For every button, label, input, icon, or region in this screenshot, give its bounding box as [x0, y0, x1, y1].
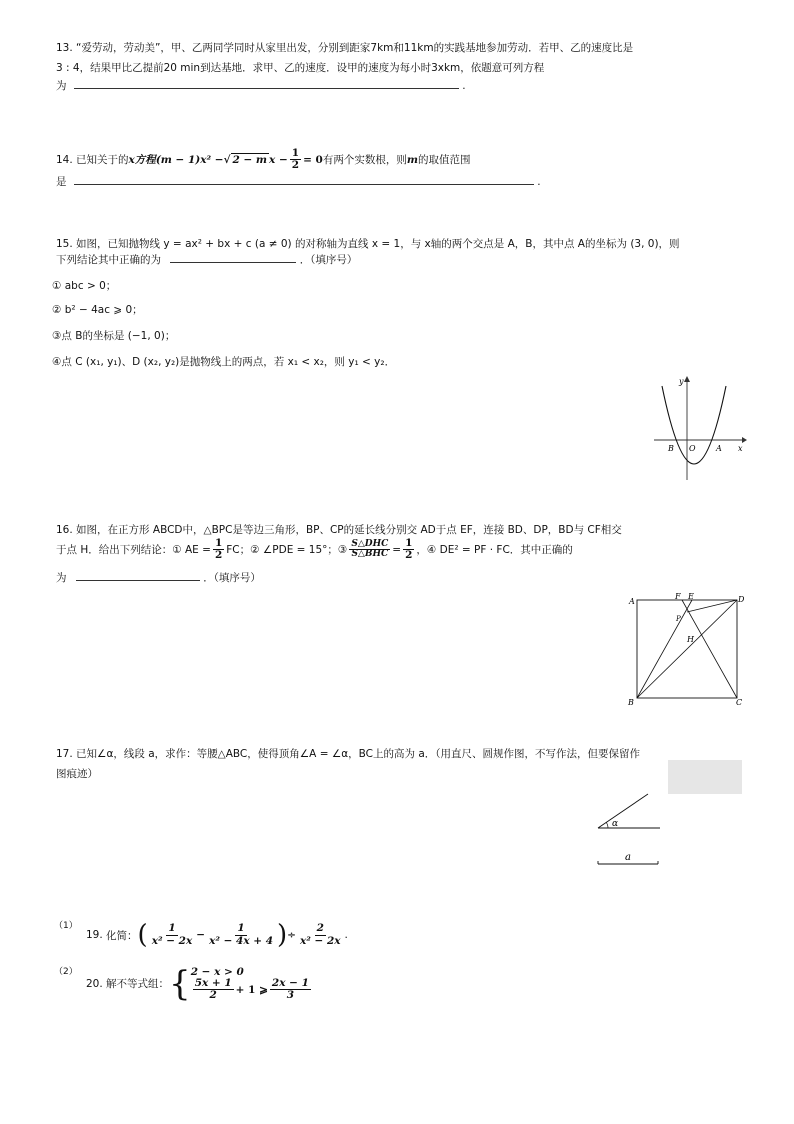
q15-text-2-suffix: ．（填序号） — [299, 254, 358, 266]
q16-text-2b: FC；② ∠PDE = 15°；③ — [226, 544, 348, 557]
q15-option-3: ③点 B的坐标是 (−1, 0)； — [52, 330, 176, 342]
q14-eq-b: x − — [269, 153, 288, 166]
q19-end: . — [344, 929, 348, 941]
q16-text-2d: ，④ DE² = PF · FC．其中正确的 — [416, 544, 573, 557]
fig16-label-p: P — [676, 615, 681, 623]
q19-line: 19. 化简： ( $\frac{1}{\text{x² − 2x}}$ − $\frac{1}{\text{x² − 4x + 4}}$ ) ÷ $\frac{2}{\text{x² − 2x}}$ . — [86, 920, 348, 950]
q14-number: 14. — [56, 153, 73, 166]
q13-answer-line — [56, 78, 466, 93]
q16-text-1: 如图，在正方形 ABCD中，△BPC是等边三角形，BP、CP的延长线分别交 AD于点 EF，连接 BD、DP，BD与 CF相交 — [76, 524, 622, 536]
line-dp — [687, 600, 737, 612]
q14-text-b: x方程 — [128, 154, 156, 167]
q14-sqrt: 2 − m — [232, 154, 268, 167]
line-cf — [682, 600, 737, 698]
q14-answer-suffix: . — [537, 176, 541, 188]
q14-eq-a: (m − 1)x² − — [155, 153, 224, 166]
q14-answer-blank[interactable] — [74, 174, 534, 185]
q16-line1 — [56, 522, 622, 537]
angle-arc — [606, 822, 608, 828]
q15-number: 15. — [56, 238, 73, 250]
q15-answer-blank[interactable] — [170, 252, 296, 263]
fig16-label-a: A — [629, 597, 635, 606]
fig16-label-c: C — [736, 698, 743, 707]
angle-segment-figure — [592, 782, 672, 872]
q15-text-2: 下列结论其中正确的为 — [56, 254, 161, 266]
q13-answer-suffix: . — [462, 80, 466, 92]
q14-answer-prefix: 是 — [56, 176, 67, 188]
q16-answer-suffix: ．（填序号） — [203, 572, 261, 584]
q17-number: 17. — [56, 748, 73, 760]
q20-fraction-2: $\frac{2x - 1}{3}$ — [271, 977, 309, 1002]
q16-answer-line — [56, 570, 261, 585]
y-axis-arrow — [684, 376, 690, 382]
q17-line2: 图痕迹） — [56, 768, 98, 780]
q20-system — [191, 966, 313, 1001]
q19-text: 化简： — [106, 929, 138, 942]
q20-mid: + 1 ⩾ — [235, 983, 268, 996]
q20-brace: { — [169, 963, 191, 1004]
q16-answer-prefix: 为 — [56, 572, 67, 584]
q15-text-1: 如图，已知抛物线 y = ax² + bx + c (a ≠ 0) 的对称轴为直线 x = 1，与 x轴的两个交点是 A，B，其中点 A的坐标为 (3, 0)，则 — [76, 238, 680, 250]
q15-line2 — [56, 252, 357, 267]
q15-option-1: ① abc > 0； — [52, 280, 117, 292]
q19-part-label: （1） — [54, 921, 78, 931]
q15-option-4: ④点 C (x₁, y₁)、D (x₂, y₂)是抛物线上的两点，若 x₁ < x₂，则 y₁ < y₂． — [52, 356, 396, 368]
q16-line2 — [56, 538, 573, 561]
q16-text-2a: 于点 H．给出下列结论：① AE = — [56, 544, 211, 557]
fig15-label-a: A — [716, 444, 722, 453]
x-axis-arrow — [742, 437, 747, 443]
q16-fraction-3: $\frac{1}{2}$ — [405, 537, 413, 562]
fig15-label-y: y — [679, 377, 684, 386]
q16-number: 16. — [56, 524, 73, 536]
q20-inequality-2 — [191, 978, 313, 1001]
q13-number: 13. — [56, 42, 73, 54]
q14-text-d: 的取值范围 — [417, 154, 471, 167]
fig16-label-b: B — [628, 698, 634, 707]
q16-fraction-1: $\frac{1}{2}$ — [214, 537, 223, 562]
q17-text-1: 已知∠α，线段 a，求作：等腰△ABC，使得顶角∠A = ∠α，BC上的高为 a．（用直尺、圆规作图，不写作法，但要保留作 — [76, 748, 641, 760]
q14-fraction: $\frac{1}{2}$ — [291, 147, 300, 172]
fig16-label-d: D — [738, 595, 745, 604]
q13-answer-prefix: 为 — [56, 80, 67, 92]
q19-fraction-3: $\frac{2}{\text{x² − 2x}}$ — [299, 922, 341, 947]
q19-minus: − — [196, 929, 206, 941]
q19-divide: ÷ — [287, 929, 296, 941]
fig15-label-x: x — [738, 444, 743, 453]
q19-fraction-1: $\frac{1}{\text{x² − 2x}}$ — [151, 922, 193, 947]
q14-text-c: 有两个实数根，则 — [322, 154, 407, 167]
segment-a-label: a — [625, 852, 631, 863]
q14-line1: 14. 已知关于的 x方程 (m − 1)x² − √ 2 − m x − $\frac{1}{2}$ = 0 有两个实数根，则 m 的取值范围 — [56, 147, 471, 172]
q14-eq-c: = 0 — [303, 153, 323, 166]
line-be — [637, 600, 692, 698]
fig15-label-b: B — [668, 444, 674, 453]
fig16-label-f: F — [675, 592, 681, 601]
q20-line — [86, 963, 313, 1004]
q13-text-1: “爱劳动，劳动美”，甲、乙两同学同时从家里出发，分别到距家7km和11km的实践基地参加劳动．若甲、乙的速度比是 — [76, 42, 634, 54]
q19-fraction-2: $\frac{1}{\text{x² − 4x + 4}}$ — [209, 922, 274, 947]
q13-answer-blank[interactable] — [74, 78, 459, 89]
q20-part-label: （2） — [54, 967, 78, 977]
fig16-label-e: E — [688, 592, 694, 601]
q16-answer-blank[interactable] — [76, 570, 200, 581]
q17-line1 — [56, 746, 640, 761]
q14-m: m — [406, 153, 418, 166]
alpha-label: α — [612, 819, 619, 829]
fig16-label-h: H — [687, 635, 694, 644]
q15-line1 — [56, 236, 680, 251]
diagonal-bd — [637, 600, 737, 698]
q20-text: 解不等式组： — [106, 978, 170, 991]
q14-answer-line — [56, 174, 541, 189]
q20-fraction-1: $\frac{5x + 1}{2}$ — [194, 977, 232, 1002]
q14-text-a: 已知关于的 — [76, 154, 129, 167]
q16-fraction-2: $\frac{\text{S△DHC}}{\text{S△BHC}}$ — [351, 538, 389, 560]
q15-option-2: ② b² − 4ac ⩾ 0； — [52, 304, 143, 316]
q16-text-2c: = — [392, 543, 402, 556]
fig15-label-o: O — [689, 444, 696, 453]
square-figure — [625, 590, 750, 710]
q20-inequality-1: 2 − x > 0 — [190, 966, 244, 978]
q20-number: 20. — [86, 977, 103, 990]
q19-number: 19. — [86, 929, 103, 941]
parabola-figure — [650, 372, 750, 484]
angle-ray-slanted — [598, 794, 648, 828]
gray-placeholder-box — [668, 760, 742, 794]
q13-line2: 3 : 4，结果甲比乙提前20 min到达基地．求甲、乙的速度．设甲的速度为每小时3xkm，依题意可列方程 — [56, 62, 545, 74]
q13-line1 — [56, 40, 633, 55]
